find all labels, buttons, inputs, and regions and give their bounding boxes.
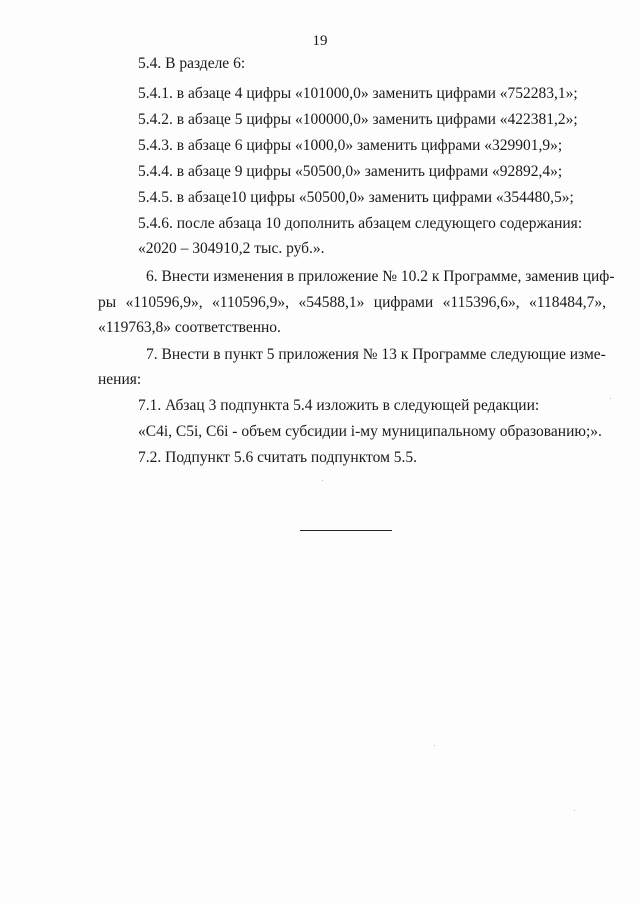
item-7-1-quote: «C4i, C5i, C6i - объем субсидии i-му муниципальному образованию;». (138, 423, 602, 440)
item-5-4-1: 5.4.1. в абзаце 4 цифры «101000,0» заменить цифрами «752283,1»; (138, 85, 578, 102)
item-7-2: 7.2. Подпункт 5.6 считать подпунктом 5.5. (138, 449, 417, 466)
point-6-line-2 (98, 293, 606, 313)
scan-speck (434, 745, 435, 746)
scan-speck (574, 810, 575, 811)
section-heading-5-4: 5.4. В разделе 6: (138, 55, 246, 72)
closing-rule (300, 530, 392, 531)
item-7-1: 7.1. Абзац 3 подпункта 5.4 изложить в следующей редакции: (138, 397, 540, 414)
point-6-word: цифрами (373, 294, 434, 311)
scan-speck (322, 480, 323, 481)
point-6-word: «110596,9», (212, 294, 289, 311)
point-6-line-1: 6. Внести изменения в приложение № 10.2 к Программе, заменив циф- (146, 268, 615, 285)
item-5-4-3: 5.4.3. в абзаце 6 цифры «1000,0» заменить цифрами «329901,9»; (138, 137, 563, 154)
item-5-4-6-quote: «2020 – 304910,2 тыс. руб.». (138, 240, 325, 257)
item-5-4-4: 5.4.4. в абзаце 9 цифры «50500,0» заменить цифрами «92892,4»; (138, 163, 563, 180)
point-7-line-1: 7. Внести в пункт 5 приложения № 13 к Программе следующие изме- (146, 346, 606, 363)
item-5-4-5: 5.4.5. в абзаце10 цифры «50500,0» заменить цифрами «354480,5»; (138, 189, 574, 206)
page-number: 19 (312, 33, 328, 49)
point-6-word: «110596,9», (125, 294, 203, 311)
point-6-line-3: «119763,8» соответственно. (98, 319, 281, 336)
point-6-word: «54588,1» (298, 294, 365, 311)
point-6-word: «115396,6», (442, 294, 520, 311)
item-5-4-6: 5.4.6. после абзаца 10 дополнить абзацем следующего содержания: (138, 215, 583, 232)
point-6-word: ры (98, 294, 117, 311)
point-6-word: «118484,7», (529, 294, 606, 311)
point-7-line-2: нения: (98, 371, 142, 388)
item-5-4-2: 5.4.2. в абзаце 5 цифры «100000,0» заменить цифрами «422381,2»; (138, 111, 578, 128)
scan-speck (610, 398, 611, 399)
